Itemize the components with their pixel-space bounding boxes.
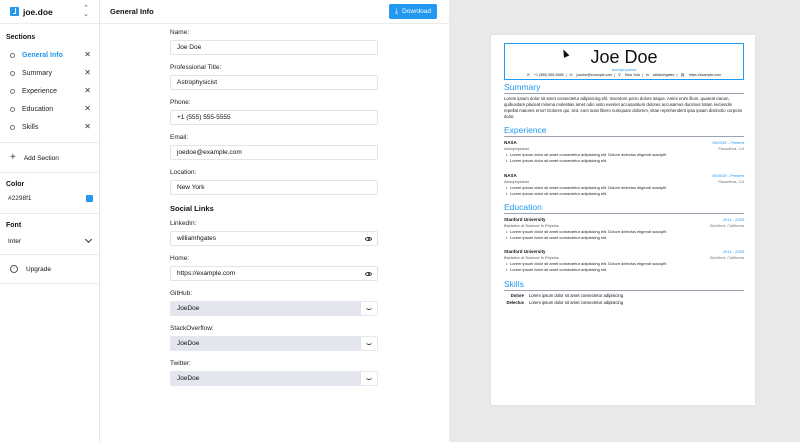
entry-location: Pasadena, CA — [718, 146, 744, 151]
download-icon: ⤓ — [394, 7, 399, 15]
skill-row — [504, 300, 744, 306]
close-icon[interactable]: ✕ — [84, 86, 91, 95]
color-title: Color — [6, 181, 25, 188]
resume-title: Astrophysicist — [611, 67, 637, 72]
twitter-value: JoeDoe — [177, 375, 200, 382]
email-label: Email: — [170, 134, 189, 141]
resume-email: joedoe@example.com — [576, 73, 613, 77]
visibility-toggle[interactable] — [360, 337, 377, 350]
link-icon: ⛓ — [680, 73, 685, 77]
resume-phone: +1 (555) 555-5555 — [533, 73, 564, 77]
skill-name: Dolore — [510, 293, 524, 298]
stackoverflow-field[interactable] — [170, 336, 378, 351]
skill-row — [504, 293, 744, 299]
brand-name: joe.doe — [23, 6, 53, 17]
email-field[interactable]: joedoe@example.com — [170, 145, 378, 160]
drag-handle-icon[interactable] — [10, 125, 15, 130]
entry-bullet: • Lorem ipsum dolor sit amet consectetur adipisicing elit. — [504, 191, 744, 197]
entry-role: Bachelor of Science in Physics — [504, 223, 559, 228]
entry-date: 2014 - 2018 — [722, 249, 744, 254]
education-entry — [504, 217, 744, 240]
visibility-toggle[interactable] — [360, 232, 377, 245]
twitter-label: Twitter: — [170, 360, 191, 367]
page-title: General Info — [110, 7, 154, 16]
sidebar-item-label: Skills — [22, 123, 39, 131]
upgrade-arrow-icon: ↑ — [10, 265, 18, 273]
stackoverflow-label: StackOverflow: — [170, 325, 214, 332]
skill-name: Delectus — [506, 300, 524, 305]
visibility-toggle[interactable] — [360, 267, 377, 280]
entry-org: NASA — [504, 173, 517, 178]
phone-label: Phone: — [170, 99, 191, 106]
divider — [0, 142, 99, 143]
skills-heading: Skills — [504, 280, 744, 291]
entry-location: Stanford, California — [709, 223, 744, 228]
sections-title: Sections — [6, 34, 36, 41]
sidebar-item-education[interactable] — [0, 100, 99, 118]
drag-handle-icon[interactable] — [10, 53, 15, 58]
entry-role: Astrophysicist — [504, 146, 529, 151]
entry-bullet: • Lorem ipsum dolor sit amet consectetur adipisicing elit. Dolore delectus eligendi suscipit! — [504, 185, 744, 191]
education-heading: Education — [504, 203, 744, 214]
download-button[interactable] — [389, 4, 437, 19]
sidebar-item-label: Education — [22, 105, 54, 113]
close-icon[interactable]: ✕ — [84, 50, 91, 59]
resume-location: New York — [624, 73, 641, 77]
drag-handle-icon[interactable] — [10, 89, 15, 94]
resume-page — [491, 35, 755, 405]
chevron-down-icon — [85, 236, 92, 243]
color-swatch[interactable] — [86, 195, 93, 202]
close-icon[interactable]: ✕ — [84, 122, 91, 131]
summary-text: Lorem ipsum dolor sit amet consectetur adipisicing elit. Inventore porro dolore itaque. Animi enim illum, quaerat earum, quibusdam placeat minima molestias amet odio iusto eveniet accusantium dolores accusamus ducimus totam reiciendis repellat maiores error! Dolores qui, sint, eum iusto libero numquam dolorem, vitae reprehenderit ipsa ipsam distinctio corporis dolor. — [504, 96, 743, 119]
sidebar-item-summary[interactable] — [0, 64, 99, 82]
font-select-value: Inter — [8, 237, 22, 245]
entry-org: Stanford University — [504, 217, 546, 222]
close-icon[interactable]: ✕ — [84, 68, 91, 77]
mail-icon: ✉ — [569, 73, 573, 77]
professional-title-field[interactable]: Astrophysicist — [170, 75, 378, 90]
plus-icon: + — [10, 152, 16, 163]
download-label: Download — [402, 8, 431, 15]
resume-preview-panel — [449, 0, 800, 442]
divider — [0, 283, 99, 284]
sidebar-item-experience[interactable] — [0, 82, 99, 100]
entry-bullet: • Lorem ipsum dolor sit amet consectetur adipisicing elit. — [504, 267, 744, 273]
eye-closed-icon — [366, 342, 372, 345]
resume-website: https://example.com — [688, 73, 722, 77]
editor-panel — [100, 0, 449, 442]
entry-bullet: • Lorem ipsum dolor sit amet consectetur adipisicing elit. Dolore delectus eligendi suscipit! — [504, 229, 744, 235]
entry-role: Astrophysicist — [504, 179, 529, 184]
entry-location: Stanford, California — [709, 255, 744, 260]
close-icon[interactable]: ✕ — [84, 104, 91, 113]
entry-date: 09/2018 - Present — [712, 140, 744, 145]
entry-bullet: • Lorem ipsum dolor sit amet consectetur adipisicing elit. Dolore delectus eligendi suscipit! — [504, 152, 744, 158]
color-hex-value: #2298f1 — [8, 194, 32, 202]
title-label: Professional Title: — [170, 64, 222, 71]
sidebar-item-label: General Info — [22, 51, 63, 59]
sidebar-item-label: Experience — [22, 87, 58, 95]
stackoverflow-value: JoeDoe — [177, 340, 200, 347]
eye-icon — [365, 272, 372, 276]
experience-entry — [504, 173, 744, 196]
resume-contacts: ✆ +1 (555) 555-5555 | ✉ joedoe@example.com | ⚲ New York | in williamhgates | ⛓ https://example.com — [526, 73, 722, 77]
brand-switcher[interactable] — [0, 0, 99, 24]
linkedin-field[interactable] — [170, 231, 378, 246]
resume-name: Joe Doe — [590, 47, 658, 67]
phone-field[interactable]: +1 (555) 555-5555 — [170, 110, 378, 125]
add-section-button[interactable] — [0, 147, 99, 169]
entry-location: Pasadena, CA — [718, 179, 744, 184]
sidebar-item-general-info[interactable] — [0, 46, 99, 64]
github-field[interactable] — [170, 301, 378, 316]
experience-entry — [504, 140, 744, 163]
summary-heading: Summary — [504, 83, 744, 94]
home-value: https://example.com — [177, 270, 236, 277]
entry-bullet: • Lorem ipsum dolor sit amet consectetur adipisicing elit. — [504, 158, 744, 164]
location-label: Location: — [170, 169, 197, 176]
entry-bullet: • Lorem ipsum dolor sit amet consectetur adipisicing elit. — [504, 235, 744, 241]
home-field[interactable] — [170, 266, 378, 281]
drag-handle-icon[interactable] — [10, 71, 15, 76]
skill-desc: Lorem ipsum dolor sit amet consectetur adipisicing — [529, 300, 624, 305]
eye-icon — [365, 237, 372, 241]
phone-icon: ✆ — [526, 73, 530, 77]
skill-desc: Lorem ipsum dolor sit amet consectetur adipisicing — [529, 293, 624, 298]
linkedin-value: williamhgates — [177, 235, 217, 242]
location-icon: ⚲ — [618, 73, 621, 77]
divider — [0, 254, 99, 255]
entry-role: Bachelor of Science in Physics — [504, 255, 559, 260]
add-section-label: Add Section — [23, 154, 59, 162]
github-value: JoeDoe — [177, 305, 200, 312]
sidebar-item-skills[interactable] — [0, 118, 99, 136]
entry-bullet: • Lorem ipsum dolor sit amet consectetur adipisicing elit. Dolore delectus eligendi suscipit! — [504, 261, 744, 267]
location-field[interactable]: New York — [170, 180, 378, 195]
github-label: GitHub: — [170, 290, 193, 297]
entry-date: 09/2018 - Present — [712, 173, 744, 178]
sidebar-item-label: Summary — [22, 69, 52, 77]
drag-handle-icon[interactable] — [10, 107, 15, 112]
font-title: Font — [6, 222, 22, 229]
brand-logo-icon — [10, 7, 19, 16]
entry-date: 2014 - 2018 — [722, 217, 744, 222]
entry-org: Stanford University — [504, 249, 546, 254]
linkedin-icon: in — [646, 73, 649, 77]
sidebar — [0, 0, 100, 442]
visibility-toggle[interactable] — [360, 302, 377, 315]
experience-heading: Experience — [504, 126, 744, 137]
resume-header[interactable] — [504, 43, 744, 80]
twitter-field[interactable] — [170, 371, 378, 386]
linkedin-label: LinkedIn: — [170, 220, 197, 227]
color-picker[interactable] — [0, 191, 99, 205]
name-label: Name: — [170, 29, 190, 36]
name-field[interactable]: Joe Doe — [170, 40, 378, 55]
resume-linkedin: williamhgates — [652, 73, 675, 77]
upgrade-button[interactable] — [0, 258, 99, 280]
visibility-toggle[interactable] — [360, 372, 377, 385]
eye-closed-icon — [366, 307, 372, 310]
chevron-up-down-icon[interactable]: ⌃ ⌄ — [83, 4, 89, 18]
font-select[interactable] — [0, 232, 99, 250]
social-links-heading: Social Links — [170, 204, 214, 213]
education-entry — [504, 249, 744, 272]
home-label: Home: — [170, 255, 190, 262]
entry-org: NASA — [504, 140, 517, 145]
eye-closed-icon — [366, 377, 372, 380]
editor-header — [100, 0, 449, 24]
general-info-form — [170, 29, 378, 395]
upgrade-label: Upgrade — [26, 265, 51, 273]
